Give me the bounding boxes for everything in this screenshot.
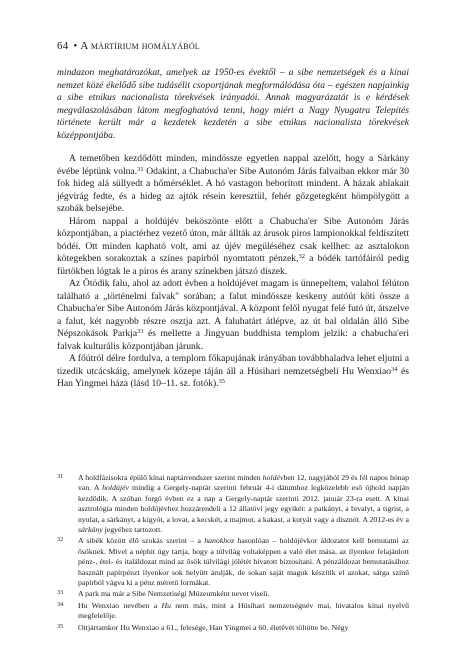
footnotes [57,473,409,634]
footnote-text: mindig a Gergely-naptár szerinti február 4-i dátumhoz legközelebb eső újhold napján kezdődik. A szóban forgó évben ez a nap a Gergely-naptár szerinti 2012. január 23-ra esett. A kínai asztrológia minden holdújévhez hozzárendeli a 12 állatövi jegy egyikét: a patkányt, a bivalyt, a tigrist, a nyulat, a sárkányt, a kígyót, a lovat, a kecskét, a majmot, a kakast, a kutyát vagy a disznót. A 2012-es év a [78,483,409,524]
paragraph-3 [57,278,409,353]
footnote-number: 31 [57,473,64,480]
intro-italic-paragraph: mindazon meghatározókat, amelyek az 1950-es évektől – a sibe nemzetségek és a kínai nemzet közé ékelődő sibe tudásélit csoportjának megformálódása óta – egészen napjainkig a sibe etnikus nacionalista törekvések irányadói. Annak magyarázatát is e kérdések megválaszolásában látom megfoghatóvá tenni, hogy miért a Nagy Nyugatra Telepítés története került már a kezdetek kezdetén a sibe etnikus nacionalista törekvések középpontjába. [57,67,409,141]
paragraph-2-text-b: a bódék tartófáiról pedig fürtökben lógtak le a piros és arany színekben játszó díszek. [57,253,410,277]
footnote-ref-33[interactable]: 33 [137,328,144,335]
footnote-ref-32[interactable]: 32 [298,253,306,260]
footnote-number: 33 [57,589,64,597]
paragraph-3-text-b: és mellette a Jingyuan buddhista templom jelzik: a chabucha'eri falvak kulturális központjában járunk. [57,328,410,352]
footnote-32 [57,536,409,588]
footnote-text: jegyéhez tartozott. [102,525,163,535]
footnote-text: A holdfázisokra épülő kínai naptárrendszer szerint minden [78,473,263,482]
running-header [57,40,200,52]
footnote-35 [57,623,409,633]
footnote-31 [57,473,409,535]
footnote-text: A park ma már a Sibe Nemzetiségi Múzeumként nevet viseli. [78,589,270,599]
paragraph-4 [57,353,409,391]
footnote-ref-35[interactable]: 35 [218,378,226,385]
page-number: 64 [57,40,69,52]
paragraph-4-text-a: A főútról délre fordulva, a templom főkapujának irányában továbbhaladva lehet eljutni a tizedik utcácskáig, amelynek közepe táján áll a Húsihari nemzetségbeli Hu Wenxiao [57,353,409,377]
paragraph-1-text-b: Odakint, a Chabucha'er Sibe Autonóm Járás falvaiban ekkor már 30 fok hideg alá süllyedt a hőmérséklet. A hó vastagon beborított mindent. A házak ablakait jégvirág fedte, és a hideg az ajtók résein keresztül, fehér gőzgetegként hömpölygött a szobák belsejébe. [57,165,409,214]
paragraph-2-text-a: Három nappal a holdújév beköszönte előtt a Chabucha'er Sibe Autonóm Járás központjában, a piactérhez vezető úton, már állták az árusok piros lampionokkal feldíszített bódéi. Ott minden kapható volt, ami az újév megüléséhez csak kellhet: az asztalokon kötegekben sorakoztak a színes papírból nyomtatott pénzek, [57,215,409,264]
footnote-34 [57,601,409,622]
footnote-number: 35 [57,622,64,630]
footnote-text: ben 12, nagyjából 29 és fél napos hónap van. A [78,473,410,493]
footnote-text: A sibék között élő szokás szerint – a [78,536,205,546]
footnote-number: 32 [57,536,64,544]
paragraph-1-text-a: A temetőben kezdődött minden, mindössze egyetlen nappal azelőtt, hogy a Sárkány évébe léptünk volna. [57,153,409,177]
footnote-text: hasonlóan – holdújévkor áldozatot kell bemutatni az ősöknek. Mivel a néphit úgy tartja, hogy a túlvilág voltaképpen a való élet mása, az ilyenkor felajánlott pénz-, étel- és italáldozat mind az ősök túlvilági jólétét hivatott biztosítani. A pénzáldozat bemutatásához használt papírpénzt ilyenkor sok helyütt árulják, de sokan saját maguk készítik el azokat, sárga színű papírból vágva ki a pénz méretű formákat. [78,536,409,588]
paragraph-3-text-a: Az Ötödik falu, ahol az adott évben a holdújévet magam is ünnepeltem, valahol félúton található a „történelmi falvak" sorában; a falut mindössze keskeny autóút köti össze a Chabucha'er Sibe Autonóm Járás központjával. A központ felől nyugat felé futó út, átszelve a falut, két nagyobb részre osztja azt. A faluhatárt átlépve, az út bal oldalán álló Sibe Népszokások Parkja [57,278,409,339]
footnote-emphasis: Hu [161,600,171,610]
footnote-emphasis: sárkány [78,525,103,535]
footnote-number: 34 [57,600,64,608]
footnote-ref-34[interactable]: 34 [391,365,398,373]
footnote-text: nem más, mint a Húsihari nemzetségnév mai, hivatalos kínai nyelvű megfelelője. [78,600,410,621]
footnote-emphasis: holdév [262,473,284,482]
main-text [57,67,409,391]
paragraph-4-text-b: és Han Yingmei háza (lásd 10–11. sz. fotók). [57,365,409,389]
paragraph-1 [57,153,409,216]
footnote-ref-31[interactable]: 31 [137,165,144,173]
footnote-text: Ottjártamkor Hu Wenxiao a 61., felesége, Han Yingmei a 60. életévét töltötte be. Négy [78,622,349,632]
chapter-title: A mártírium homályából [80,40,200,52]
footnote-text: Hu Wenxiao nevében a [78,600,162,610]
paragraph-2 [57,216,409,279]
footnote-emphasis: holdújév [102,483,129,493]
header-bullet: • [73,40,78,52]
footnote-33 [57,589,409,599]
footnote-emphasis: hanokhoz [204,536,235,546]
